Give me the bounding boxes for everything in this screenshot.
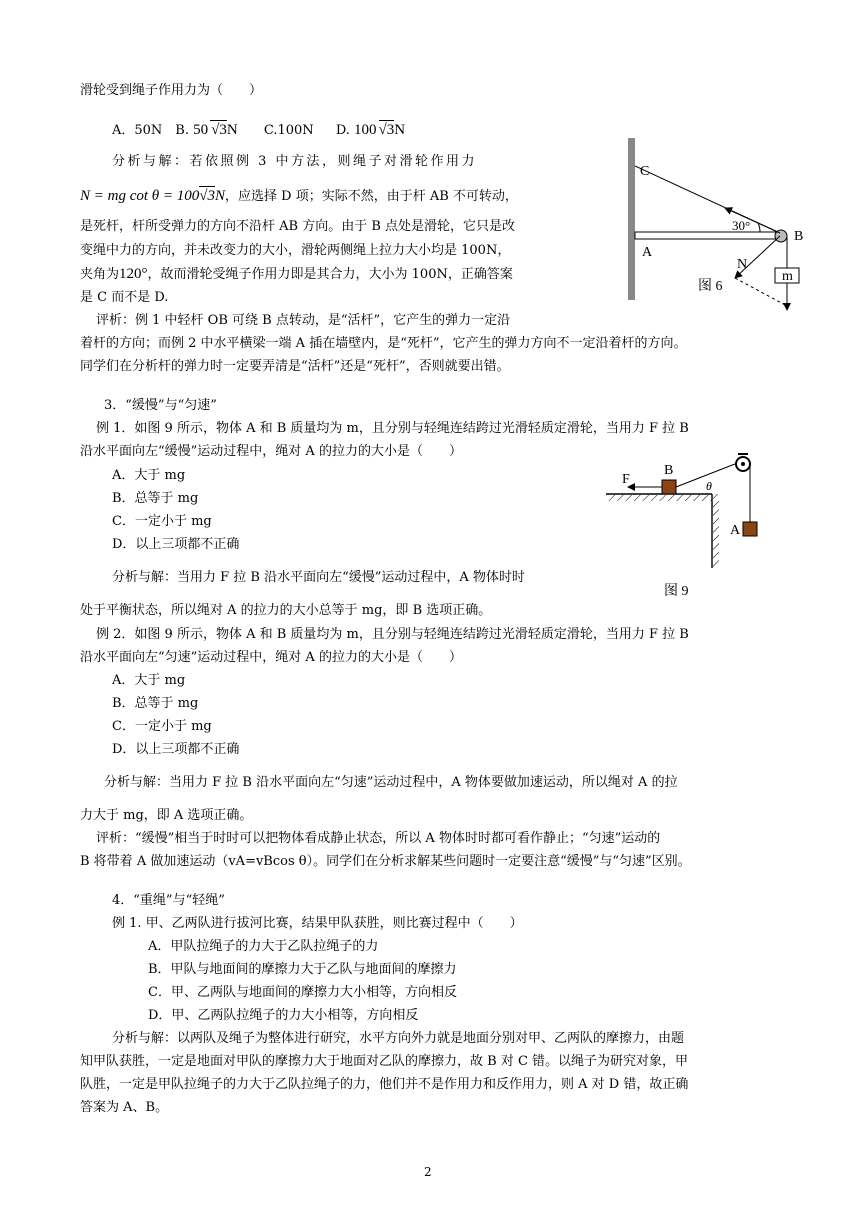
ex1-line-2: 沿水平面向左“缓慢”运动过程中，绳对 A 的拉力的大小是（ ） <box>80 444 462 459</box>
label-f: F <box>622 472 630 487</box>
angle-value: 120° <box>119 266 148 282</box>
option-d: D. <box>335 123 350 138</box>
ex1-line-1: 例 1．如图 9 所示，物体 A 和 B 质量均为 m，且分别与轻绳连结跨过光滑轻质定滑轮，当用力 F 拉 B <box>96 421 689 436</box>
section4-analysis-2: 知甲队获胜，一定是地面对甲队的摩擦力大于地面对乙队的摩擦力，故 B 对 C 错。以绳子为研究对象，甲 <box>80 1054 689 1069</box>
section4-analysis-1: 分析与解：以两队及绳子为整体进行研究，水平方向外力就是地面分别对甲、乙两队的摩擦力，由题 <box>112 1031 685 1046</box>
block-b <box>662 480 676 494</box>
label-theta: θ <box>706 479 712 493</box>
section3-heading: 3．“缓慢”与“匀速” <box>104 398 217 413</box>
sqrt-3: √3 <box>211 122 227 138</box>
question-tail: 滑轮受到绳子作用力为（ ） <box>80 83 263 98</box>
figure-9 <box>600 450 790 605</box>
block-a <box>743 522 757 536</box>
analysis-line-4: 变绳中力的方向，并未改变力的大小，滑轮两侧绳上拉力大小均是 100N， <box>80 243 511 258</box>
review-line-3: 同学们在分析杆的弹力时一定要弄清是“活杆”还是“死杆”，否则就要出错。 <box>80 359 510 374</box>
ex1-option-b: B．总等于 mg <box>112 491 199 506</box>
section4-analysis-3: 队胜，一定是甲队拉绳子的力大于乙队拉绳子的力，他们并不是作用力和反作用力，则 A 对 D 错，故正确 <box>80 1077 689 1092</box>
section4-option-d: D．甲、乙两队拉绳子的力大小相等，方向相反 <box>148 1008 419 1023</box>
ex2-option-a: A．大于 mg <box>112 673 186 688</box>
option-d-value: 100 √3N <box>354 122 406 138</box>
ex2-line-2: 沿水平面向左“匀速”运动过程中，绳对 A 的拉力的大小是（ ） <box>80 650 462 665</box>
label-b: B <box>794 229 804 244</box>
label-angle: 30° <box>732 218 751 233</box>
wall-hatch <box>713 494 719 568</box>
ex1-option-d: D．以上三项都不正确 <box>112 537 240 552</box>
options-line <box>112 120 405 140</box>
option-c: C.100N <box>263 123 314 138</box>
ex1-option-c: C．一定小于 mg <box>112 514 212 529</box>
ex1-analysis-2: 处于平衡状态，所以绳对 A 的拉力的大小总等于 mg，即 B 选项正确。 <box>80 603 492 618</box>
beam-ab <box>635 232 785 239</box>
section4-question: 例 1. 甲、乙两队进行拔河比赛，结果甲队获胜，则比赛过程中（ ） <box>112 916 523 931</box>
analysis-line-5: 夹角为120°，故而滑轮受绳子作用力即是其合力，大小为 100N，正确答案 <box>80 266 513 282</box>
label-a9: A <box>730 523 741 538</box>
section4-analysis-4: 答案为 A、B。 <box>80 1100 169 1115</box>
analysis-line-2: N = mg cot θ = 100√3N，应选择 D 项；实际不然，由于杆 AB 不可转动， <box>80 188 518 204</box>
wall <box>628 138 635 300</box>
analysis-line-6: 是 C 而不是 D. <box>80 290 169 305</box>
ex1-option-a: A．大于 mg <box>112 468 186 483</box>
label-m: m <box>782 269 793 284</box>
review-line-1: 评析：例 1 中轻杆 OB 可绕 B 点转动，是“活杆”，它产生的弹力一定沿 <box>96 313 511 328</box>
ex2-analysis-2: 力大于 mg，即 A 选项正确。 <box>80 808 253 823</box>
ex2-option-d: D．以上三项都不正确 <box>112 742 240 757</box>
section3-review-1: 评析：“缓慢”相当于时时可以把物体看成静止状态，所以 A 物体时时都可看作静止；“匀速”运动的 <box>96 831 661 846</box>
label-b9: B <box>664 463 674 478</box>
fig6-caption: 图 6 <box>698 279 723 294</box>
ex2-analysis-1: 分析与解：当用力 F 拉 B 沿水平面向左“匀速”运动过程中，A 物体要做加速运动，所以绳对 A 的拉 <box>104 775 678 790</box>
figure-6 <box>620 128 810 313</box>
label-n: N <box>737 257 748 272</box>
page-number: 2 <box>424 1165 432 1179</box>
option-b-value: 50 √3N <box>193 122 238 138</box>
analysis-line-1: 分析与解：若依照例 3 中方法，则绳子对滑轮作用力 <box>112 154 478 169</box>
analysis-line-3: 是死杆，杆所受弹力的方向不沿杆 AB 方向。由于 B 点处是滑轮，它只是改 <box>80 219 516 234</box>
angle-arc <box>758 223 760 232</box>
formula: N = mg cot θ = 100 <box>80 188 200 204</box>
ex1-analysis-1: 分析与解：当用力 F 拉 B 沿水平面向左“缓慢”运动过程中，A 物体时时 <box>112 570 525 585</box>
ground-hatch <box>606 495 712 501</box>
option-a-b: A．50N B. <box>112 123 189 138</box>
ex2-option-b: B．总等于 mg <box>112 696 199 711</box>
label-c: C <box>640 164 650 179</box>
section4-option-c: C．甲、乙两队与地面间的摩擦力大小相等，方向相反 <box>148 985 457 1000</box>
section3-review-2: B 将带着 A 做加速运动（vA=vBcos θ）。同学们在分析求解某些问题时一定要注意“缓慢”与“匀速”区别。 <box>80 854 691 869</box>
label-a: A <box>642 245 653 260</box>
section4-option-b: B．甲队与地面间的摩擦力大于乙队与地面间的摩擦力 <box>148 962 457 977</box>
fig9-caption: 图 9 <box>664 584 689 599</box>
ex2-option-c: C．一定小于 mg <box>112 719 212 734</box>
review-line-2: 着杆的方向；而例 2 中水平横梁一端 A 插在墙壁内，是“死杆”，它产生的弹力方向不一定沿着杆的方向。 <box>80 336 687 351</box>
section4-option-a: A．甲队拉绳子的力大于乙队拉绳子的力 <box>148 939 379 954</box>
pulley-axle <box>741 462 745 466</box>
section4-heading: 4．“重绳”与“轻绳” <box>112 893 225 908</box>
ex2-line-1: 例 2．如图 9 所示，物体 A 和 B 质量均为 m，且分别与轻绳连结跨过光滑轻质定滑轮，当用力 F 拉 B <box>96 627 689 642</box>
